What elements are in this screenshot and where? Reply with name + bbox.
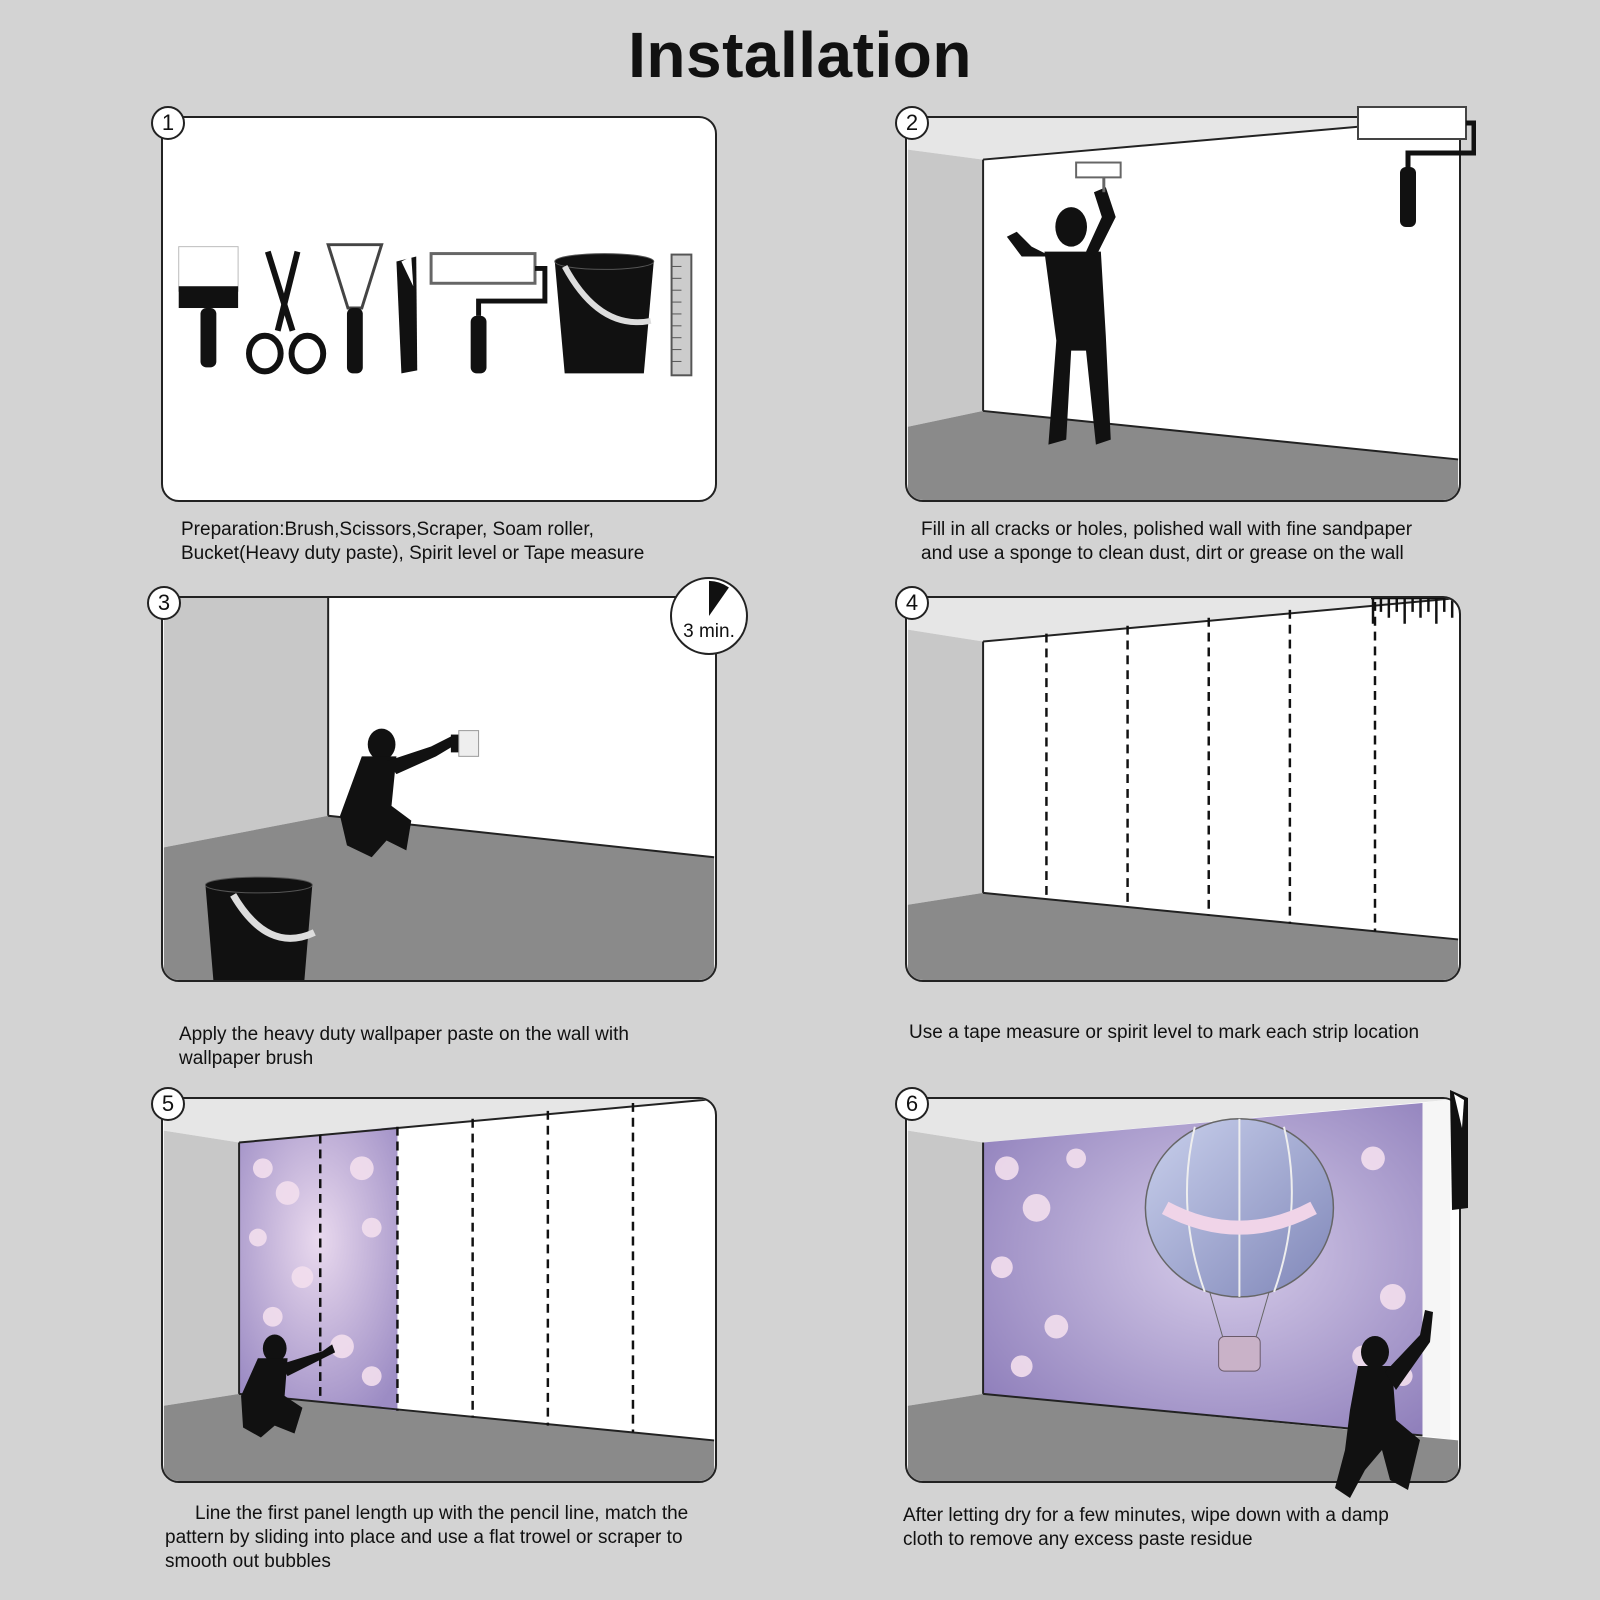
step-1-panel xyxy=(161,116,717,502)
paint-roller-icon xyxy=(1356,105,1476,240)
person-with-scraper-silhouette xyxy=(1330,1300,1440,1515)
brush-icon xyxy=(179,247,238,368)
step-2-number: 2 xyxy=(895,106,929,140)
strip-marks xyxy=(1046,602,1375,932)
room-illustration xyxy=(907,598,1459,980)
paint-roller-icon xyxy=(431,254,545,374)
step-4-panel xyxy=(905,596,1461,982)
step-4-caption: Use a tape measure or spirit level to mark each strip location xyxy=(909,1022,1420,1043)
scissors-icon xyxy=(249,252,323,372)
brush-icon xyxy=(451,731,479,757)
step-2-caption: Fill in all cracks or holes, polished wall with fine sandpaper and use a sponge to clean dust, dirt or grease on the wall xyxy=(921,519,1413,564)
step-3-caption: Apply the heavy duty wallpaper paste on the wall with wallpaper brush xyxy=(179,1024,629,1069)
step-1-caption: Preparation:Brush,Scissors,Scraper, Soam roller, Bucket(Heavy duty paste), Spirit level or Tape measure xyxy=(181,519,645,564)
bucket-icon xyxy=(205,877,314,980)
ruler-icon xyxy=(672,255,692,376)
step-3-number: 3 xyxy=(147,586,181,620)
step-5-panel xyxy=(161,1097,717,1483)
knife-icon xyxy=(396,257,417,374)
scraper-icon xyxy=(328,245,381,374)
bucket-icon xyxy=(555,254,654,374)
step-3-panel xyxy=(161,596,717,982)
knife-icon xyxy=(1446,1088,1476,1223)
step-4-number: 4 xyxy=(895,586,929,620)
small-roller-icon xyxy=(1076,163,1121,193)
room-illustration xyxy=(163,1099,715,1481)
page-title: Installation xyxy=(628,19,972,91)
step-5-caption: Line the first panel length up with the pencil line, match the pattern by sliding into place and use a flat trowel or scraper to smooth out bubbles xyxy=(165,1503,689,1572)
step-5-number: 5 xyxy=(151,1087,185,1121)
timer-badge xyxy=(670,577,748,655)
step-6-number: 6 xyxy=(895,1087,929,1121)
person-silhouette xyxy=(1007,187,1116,444)
room-illustration xyxy=(163,598,715,980)
step-6-caption: After letting dry for a few minutes, wipe down with a damp cloth to remove any excess paste residue xyxy=(903,1505,1389,1550)
timer-label: 3 min. xyxy=(683,621,735,642)
tools-illustration xyxy=(163,118,715,500)
step-1-number: 1 xyxy=(151,106,185,140)
